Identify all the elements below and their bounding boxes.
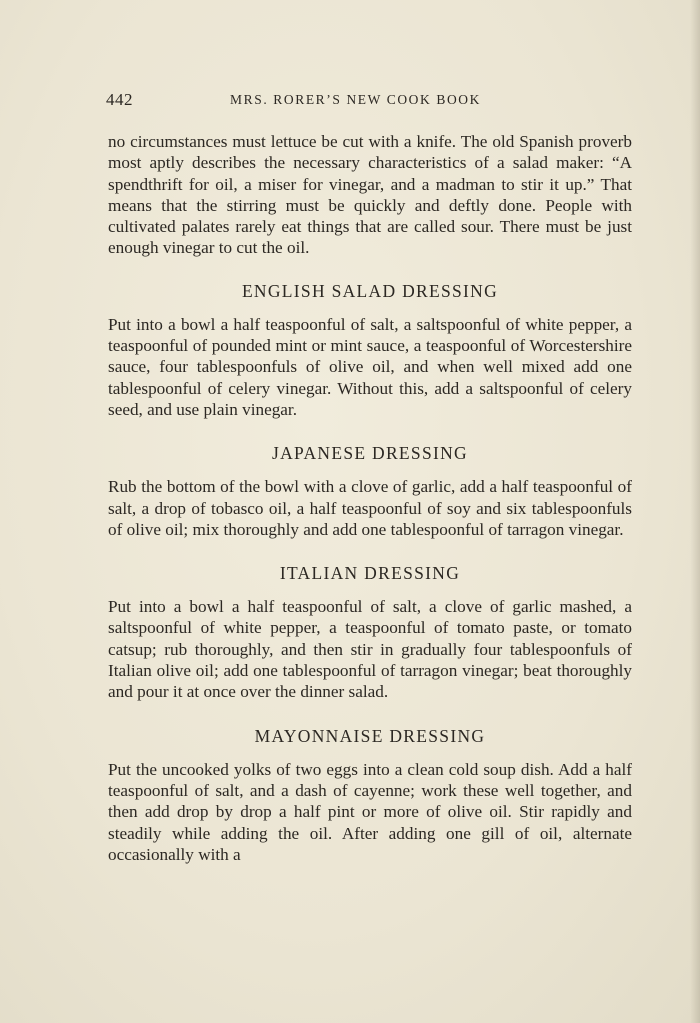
section-body-italian-dressing: Put into a bowl a half teaspoonful of salt, a clove of garlic mashed, a saltspoonful of white pepper, a teaspoonful of tomato paste, or tomato catsup; rub thoroughly, and then stir in gradually four tablespoonfuls of Italian olive oil; add one tablespoonful of tarragon vinegar; beat thoroughly and pour it at once over the dinner salad.: [108, 597, 632, 702]
page-edge-shadow: [690, 0, 700, 1023]
page-body: [108, 131, 632, 888]
intro-paragraph: no circumstances must lettuce be cut with a knife. The old Spanish proverb most aptly describes the necessary characteristics of a salad maker: “A spendthrift for oil, a miser for vinegar, and a madman to stir it up.” That means that the stirring must be quickly and deftly done. People with cultivated palates rarely eat things that are called sour. There must be just enough vinegar to cut the oil.: [108, 132, 632, 258]
section-body-japanese-dressing: Rub the bottom of the bowl with a clove of garlic, add a half teaspoonful of salt, a drop of tobasco oil, a half teaspoonful of soy and six tablespoonfuls of olive oil; mix thoroughly and add one tablespoonful of tarragon vinegar.: [108, 477, 632, 539]
section-title-italian-dressing: ITALIAN DRESSING: [279, 563, 461, 584]
page-header: [106, 88, 632, 114]
running-title: MRS. RORER’S NEW COOK BOOK: [230, 92, 482, 107]
section-body-mayonnaise-dressing: Put the uncooked yolks of two eggs into a clean cold soup dish. Add a half teaspoonful of salt, and a dash of cayenne; work these well together, and then add drop by drop a half pint or more of olive oil. Stir rapidly and steadily while adding the oil. After adding one gill of oil, alternate occasionally with a: [108, 759, 632, 864]
section-title-japanese-dressing: JAPANESE DRESSING: [271, 443, 468, 464]
section-title-english-salad-dressing: ENGLISH SALAD DRESSING: [241, 280, 499, 301]
section-title-mayonnaise-dressing: MAYONNAISE DRESSING: [254, 725, 486, 746]
section-body-english-salad-dressing: Put into a bowl a half teaspoonful of salt, a saltspoonful of white pepper, a teaspoonful of pounded mint or mint sauce, a teaspoonful of Worcestershire sauce, four tablespoonfuls of olive oil, and when well mixed add one tablespoonful of celery vinegar. Without this, add a saltspoonful of celery seed, and use plain vinegar.: [108, 314, 632, 419]
page-number: 442: [106, 90, 133, 109]
